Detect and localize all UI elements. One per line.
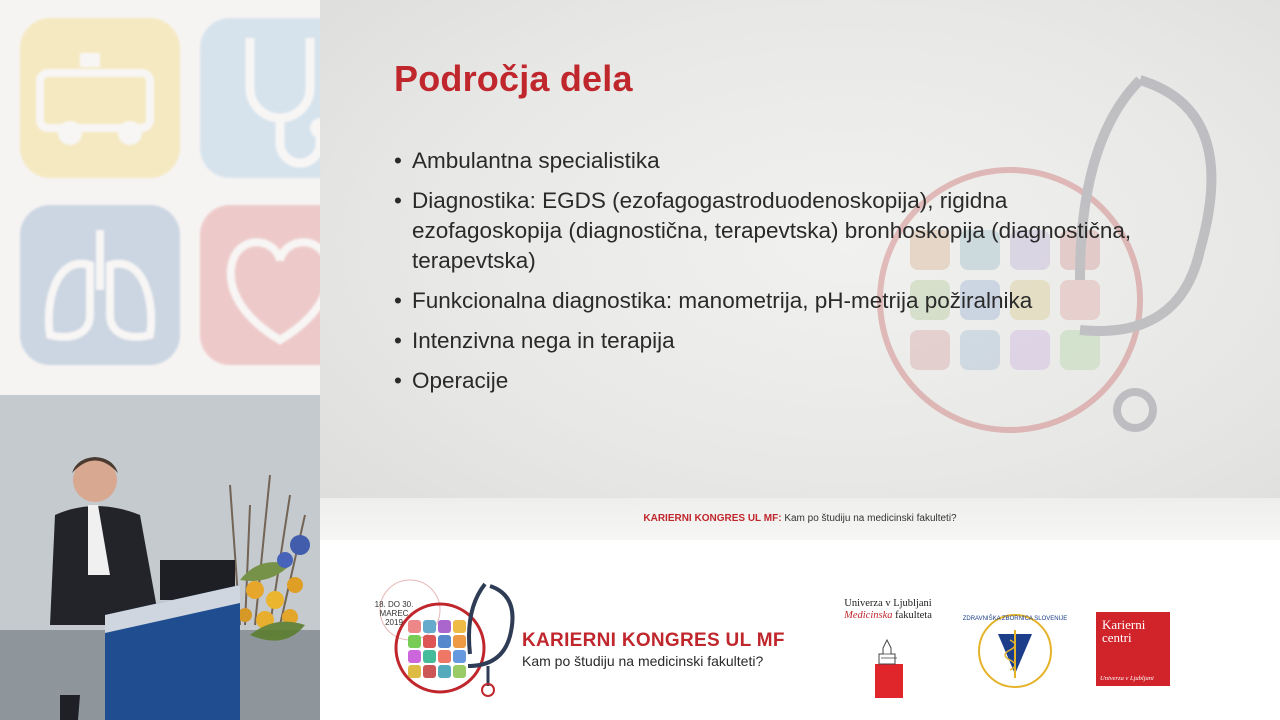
faculty-name-italic: Medicinska xyxy=(844,610,893,621)
bullet-text: Funkcionalna diagnostika: manometrija, pH-metrija požiralnika xyxy=(412,288,1033,313)
career-centers-logo xyxy=(1096,612,1170,686)
list-item xyxy=(394,326,1154,356)
list-item xyxy=(394,186,1154,276)
university-building-icon xyxy=(875,640,903,698)
bullet-text: Operacije xyxy=(412,368,509,393)
career-title-1: Karierni xyxy=(1102,617,1146,632)
bullet-text: Diagnostika: EGDS (ezofagogastroduodenoskopija), rigidna ezofagoskopija (diagnostična, terapevtska) bronhoskopija (diagnostična, terapevtska) xyxy=(412,188,1132,273)
bullet-text: Intenzivna nega in terapija xyxy=(412,328,675,353)
lungs-icon xyxy=(20,205,180,365)
career-title-2: centri xyxy=(1102,630,1132,645)
date-line-2: MAREC 2019 xyxy=(379,609,409,627)
bullet-marker: • xyxy=(394,328,402,353)
decorative-icon-panel xyxy=(0,0,320,395)
date-line-1: 18. DO 30. xyxy=(374,600,414,609)
bullet-marker: • xyxy=(394,368,402,393)
list-item xyxy=(394,146,1154,176)
career-footer: Univerza v Ljubljani xyxy=(1100,675,1154,682)
bullet-text: Ambulantna specialistika xyxy=(412,148,660,173)
presentation-slide xyxy=(320,0,1280,540)
faculty-name-rest: fakulteta xyxy=(895,610,932,621)
footer-brand: KARIERNI KONGRES UL MF: xyxy=(643,513,782,524)
list-item xyxy=(394,286,1154,316)
chamber-text: ZDRAVNIŠKA ZBORNICA SLOVENIJE xyxy=(962,616,1068,622)
conference-subtitle: Kam po študiju na medicinski fakulteti? xyxy=(522,653,764,669)
sponsor-banner xyxy=(320,540,1280,720)
bullet-marker: • xyxy=(394,188,402,213)
ambulance-icon xyxy=(20,18,180,178)
medical-chamber-logo xyxy=(962,612,1068,690)
bullet-list xyxy=(394,146,1154,406)
conference-date xyxy=(372,600,416,627)
slide-title: Področja dela xyxy=(394,58,633,99)
conference-name: KARIERNI KONGRES UL MF xyxy=(522,630,785,651)
speaker-video xyxy=(0,395,320,720)
university-name: Univerza v Ljubljani xyxy=(844,598,932,609)
bullet-marker: • xyxy=(394,288,402,313)
footer-subtitle: Kam po študiju na medicinski fakulteti? xyxy=(784,513,957,524)
list-item xyxy=(394,366,1154,396)
slide-footer-text xyxy=(320,513,1280,524)
conference-logo xyxy=(360,578,530,700)
bullet-marker: • xyxy=(394,148,402,173)
university-logo-text xyxy=(842,598,934,622)
